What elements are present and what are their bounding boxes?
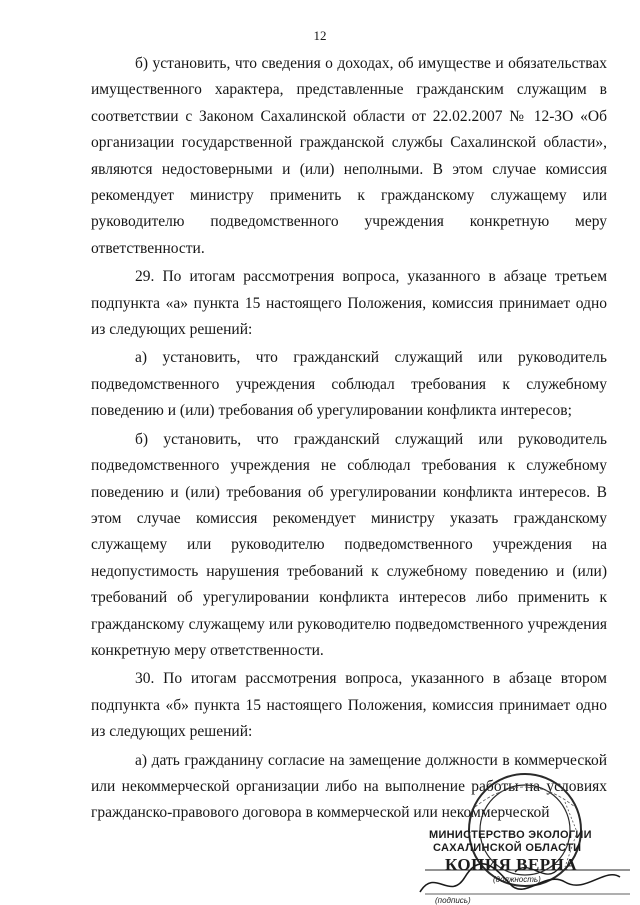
paragraph: б) установить, что гражданский служащий или руководитель подведомственного учреждения не соблюдал требования к служебному поведению и (или) требования об урегулировании конфликта интересов. В этом случае комиссия рекомендует министру указать гражданскому служащему или руководителю подведомственного учреждения на недопустимость нарушения требований к служебному поведению и (или) требований об урегулировании конфликта интересов либо применить к гражданскому служащему или руководителю подведомственного учреждения конкретную меру ответственности. [91,430,607,659]
paragraph: б) установить, что сведения о доходах, об имуществе и обязательствах имущественного характера, представленные гражданским служащим в соответствии с Законом Сахалинской области от 22.02.2007 № 12-ЗО «Об организации государственной гражданской службы Сахалинской области», являются недостоверными и (или) неполными. В этом случае комиссия рекомендует министру применить к гражданскому служащему или руководителю подведомственного учреждения конкретную меру ответственности. [91,55,607,257]
stamp-position-label: (должность) [493,875,541,884]
stamp-sign-label: (подпись) [435,896,471,905]
stamp-copy-text: КОПИЯ ВЕРНА [445,855,578,874]
certification-stamp [415,772,640,905]
paragraph: 30. По итогам рассмотрения вопроса, указанного в абзаце втором подпункта «б» пункта 15 настоящего Положения, комиссия принимает одно из следующих решений: [91,670,607,741]
stamp-org-line: САХАЛИНСКОЙ ОБЛАСТИ [433,842,582,854]
page-number: 12 [313,28,327,43]
paragraph: 29. По итогам рассмотрения вопроса, указанного в абзаце третьем подпункта «а» пункта 15 настоящего Положения, комиссия принимает одно из следующих решений: [91,268,607,339]
document-body [91,51,607,827]
paragraph: а) установить, что гражданский служащий или руководитель подведомственного учреждения соблюдал требования к служебному поведению и (или) требования об урегулировании конфликта интересов; [91,349,607,420]
stamp-org-line: МИНИСТЕРСТВО ЭКОЛОГИИ [429,829,592,841]
paragraph: а) дать гражданину согласие на замещение должности в коммерческой или некоммерческой организации либо на выполнение работы на условиях гражданско-правового договора в коммерческой или некоммерческой [91,751,607,822]
